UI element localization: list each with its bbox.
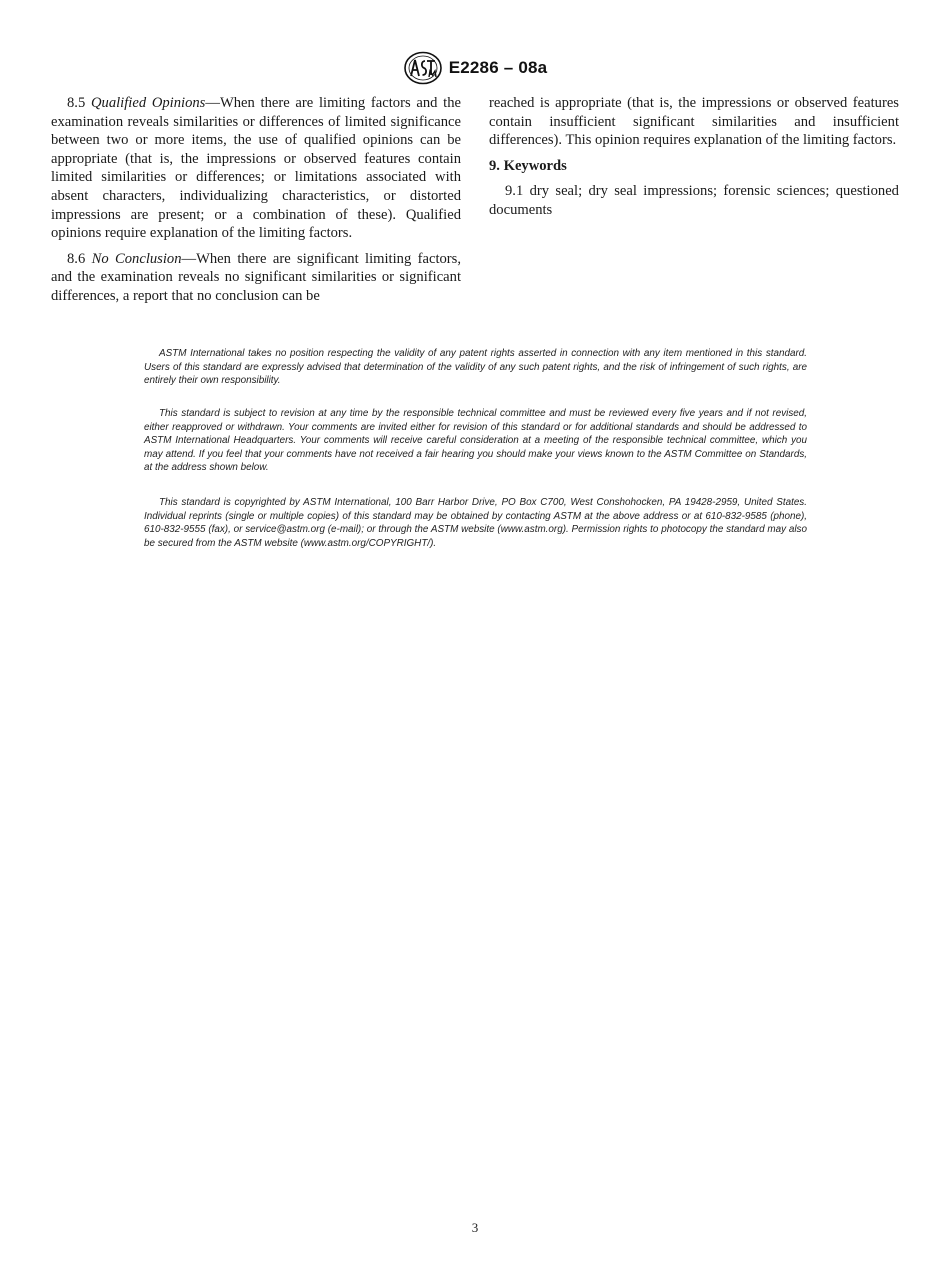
page-number: 3 xyxy=(471,1220,479,1235)
section-heading-keywords: 9. Keywords xyxy=(489,157,567,174)
astm-logo-icon xyxy=(403,51,443,85)
section-body: —When there are limiting factors and the examination reveals similarities or differences of limited significance between two or more items, the use of qualified opinions can be appropriate (that is, the impressions or observed features contain limited similarities or differences; or limitations associated with absent characters, individualizing characteristics, or distorted impressions are present; or a combination of these). Qualified opinions require explanation of the limiting factors. xyxy=(51,95,461,242)
section-8-5 xyxy=(51,94,461,243)
page-header xyxy=(0,50,950,86)
section-8-6 xyxy=(51,250,461,306)
section-number: 8.5 xyxy=(67,95,86,111)
revision-notice: This standard is subject to revision at any time by the responsible technical committee and must be reviewed every five years and if not revised, either reapproved or withdrawn. Your comments are invited either for revision of this standard or for additional standards and should be addressed to ASTM International Headquarters. Your comments will receive careful consideration at a meeting of the responsible technical committee, which you may attend. If you feel that your comments have not received a fair hearing you should make your views known to the ASTM Committee on Standards, at the address shown below. xyxy=(144,408,807,474)
copyright-notice: This standard is copyrighted by ASTM International, 100 Barr Harbor Drive, PO Box C700, West Conshohocken, PA 19428-2959, United States. Individual reprints (single or multiple copies) of this standard may be obtained by contacting ASTM at the above address or at 610-832-9585 (phone), 610-832-9555 (fax), or service@astm.org (e-mail); or through the ASTM website (www.astm.org). Permission rights to photocopy the standard may also be secured from the ASTM website (www.astm.org/COPYRIGHT/). xyxy=(144,497,807,549)
patent-notice: ASTM International takes no position respecting the validity of any patent rights asserted in connection with any item mentioned in this standard. Users of this standard are expressly advised that determination of the validity of any such patent rights, and the risk of infringement of such rights, are entirely their own responsibility. xyxy=(144,348,807,387)
section-number: 9.1 xyxy=(505,183,524,200)
section-body: —When there are significant limiting factors, and the examination reveals no significant similarities or significant differences, a report that no conclusion can be xyxy=(51,250,461,304)
section-title: No Conclusion xyxy=(91,250,182,267)
section-9-1 xyxy=(489,182,899,219)
section-number: 8.6 xyxy=(67,250,86,267)
left-column xyxy=(51,94,461,313)
standard-designation: E2286 – 08a xyxy=(448,58,548,77)
section-8-6-continuation: reached is appropriate (that is, the impressions or observed features contain insufficient significant similarities and insufficient differences). This opinion requires explanation of the limiting factors. xyxy=(489,95,899,149)
keywords-text: dry seal; dry seal impressions; forensic sciences; questioned documents xyxy=(489,183,899,218)
right-column xyxy=(489,94,899,227)
section-title: Qualified Opinions xyxy=(90,95,206,111)
